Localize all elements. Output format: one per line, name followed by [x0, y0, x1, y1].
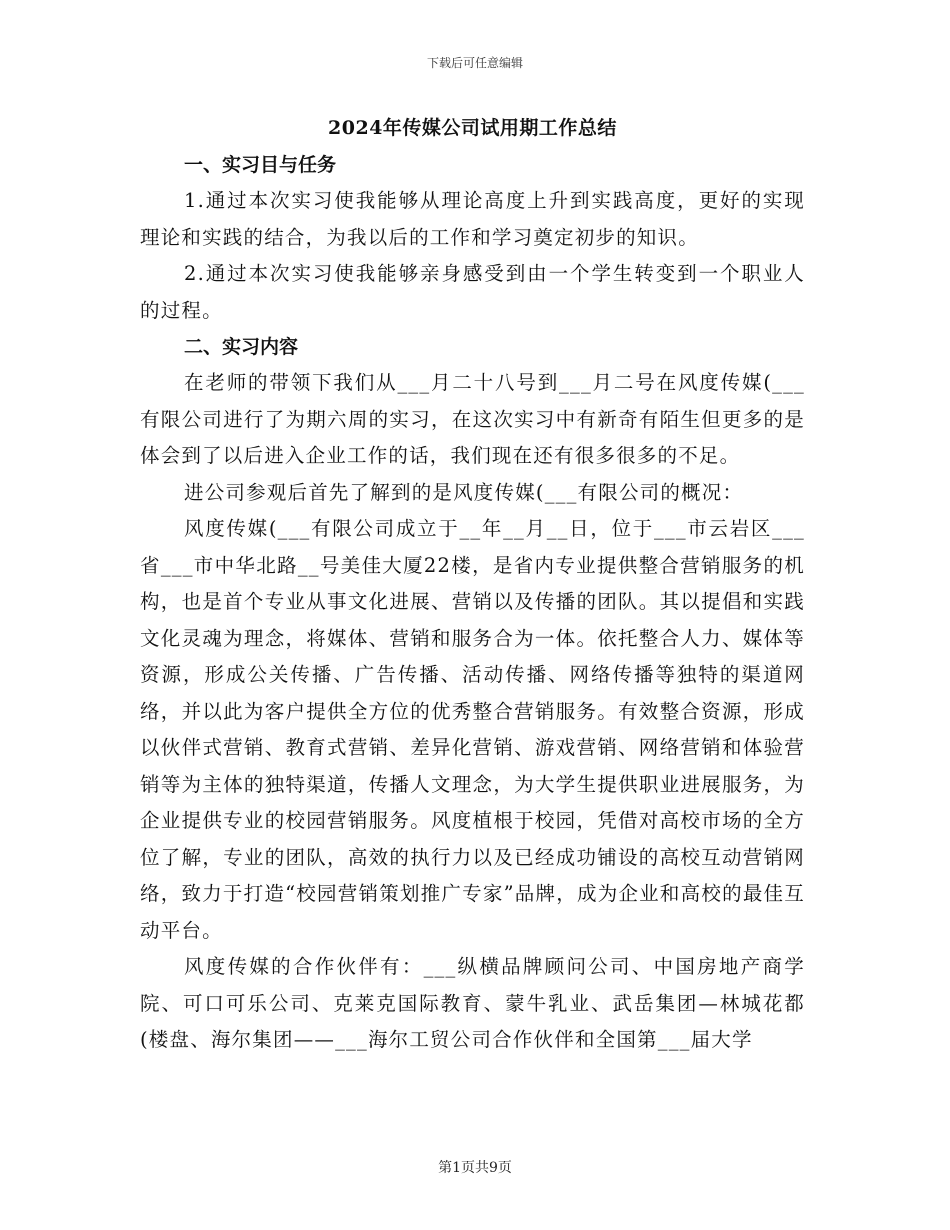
section-heading-2: 二、实习内容 [184, 336, 299, 358]
paragraph: 风度传媒(___有限公司成立于__年__月__日，位于___市云岩区___省___市中华北路__号美佳大厦22楼，是省内专业提供整合营销服务的机构，也是首个专业从事文化进展、营销以及传播的团队。其以提倡和实践文化灵魂为理念，将媒体、营销和服务合为一体。依托整合人力、媒体等资源，形成公关传播、广告传播、活动传播、网络传播等独特的渠道网络，并以此为客户提供全方位的优秀整合营销服务。有效整合资源，形成以伙伴式营销、教育式营销、差异化营销、游戏营销、网络营销和体验营销等为主体的独特渠道，传播人文理念，为大学生提供职业进展服务，为企业提供专业的校园营销服务。风度植根于校园，凭借对高校市场的全方位了解，专业的团队，高效的执行力以及已经成功铺设的高校互动营销网络，致力于打造“校园营销策划推广专家”品牌，成为企业和高校的最佳互动平台。 [140, 517, 805, 942]
header-note: 下载后可任意编辑 [426, 56, 523, 70]
section-heading-1: 一、实习目与任务 [184, 154, 337, 176]
paragraph: 风度传媒的合作伙伴有：___纵横品牌顾问公司、中国房地产商学院、可口可乐公司、克莱克国际教育、蒙牛乳业、武岳集团—林城花都(楼盘、海尔集团——___海尔工贸公司合作伙伴和全国第___届大学 [140, 955, 805, 1051]
paragraph: 在老师的带领下我们从___月二十八号到___月二号在风度传媒(___有限公司进行了为期六周的实习，在这次实习中有新奇有陌生但更多的是体会到了以后进入企业工作的话，我们现在还有很多很多的不足。 [140, 371, 805, 467]
document-title: 2024年传媒公司试用期工作总结 [328, 117, 617, 139]
paragraph: 进公司参观后首先了解到的是风度传媒(___有限公司的概况： [184, 480, 744, 504]
paragraph: 2.通过本次实习使我能够亲身感受到由一个学生转变到一个职业人的过程。 [140, 262, 805, 322]
document-body [140, 113, 805, 1059]
page-footer: 第1页共9页 [438, 1160, 512, 1176]
paragraph: 1.通过本次实习使我能够从理论高度上升到实践高度，更好的实现理论和实践的结合，为我以后的工作和学习奠定初步的知识。 [140, 189, 805, 249]
